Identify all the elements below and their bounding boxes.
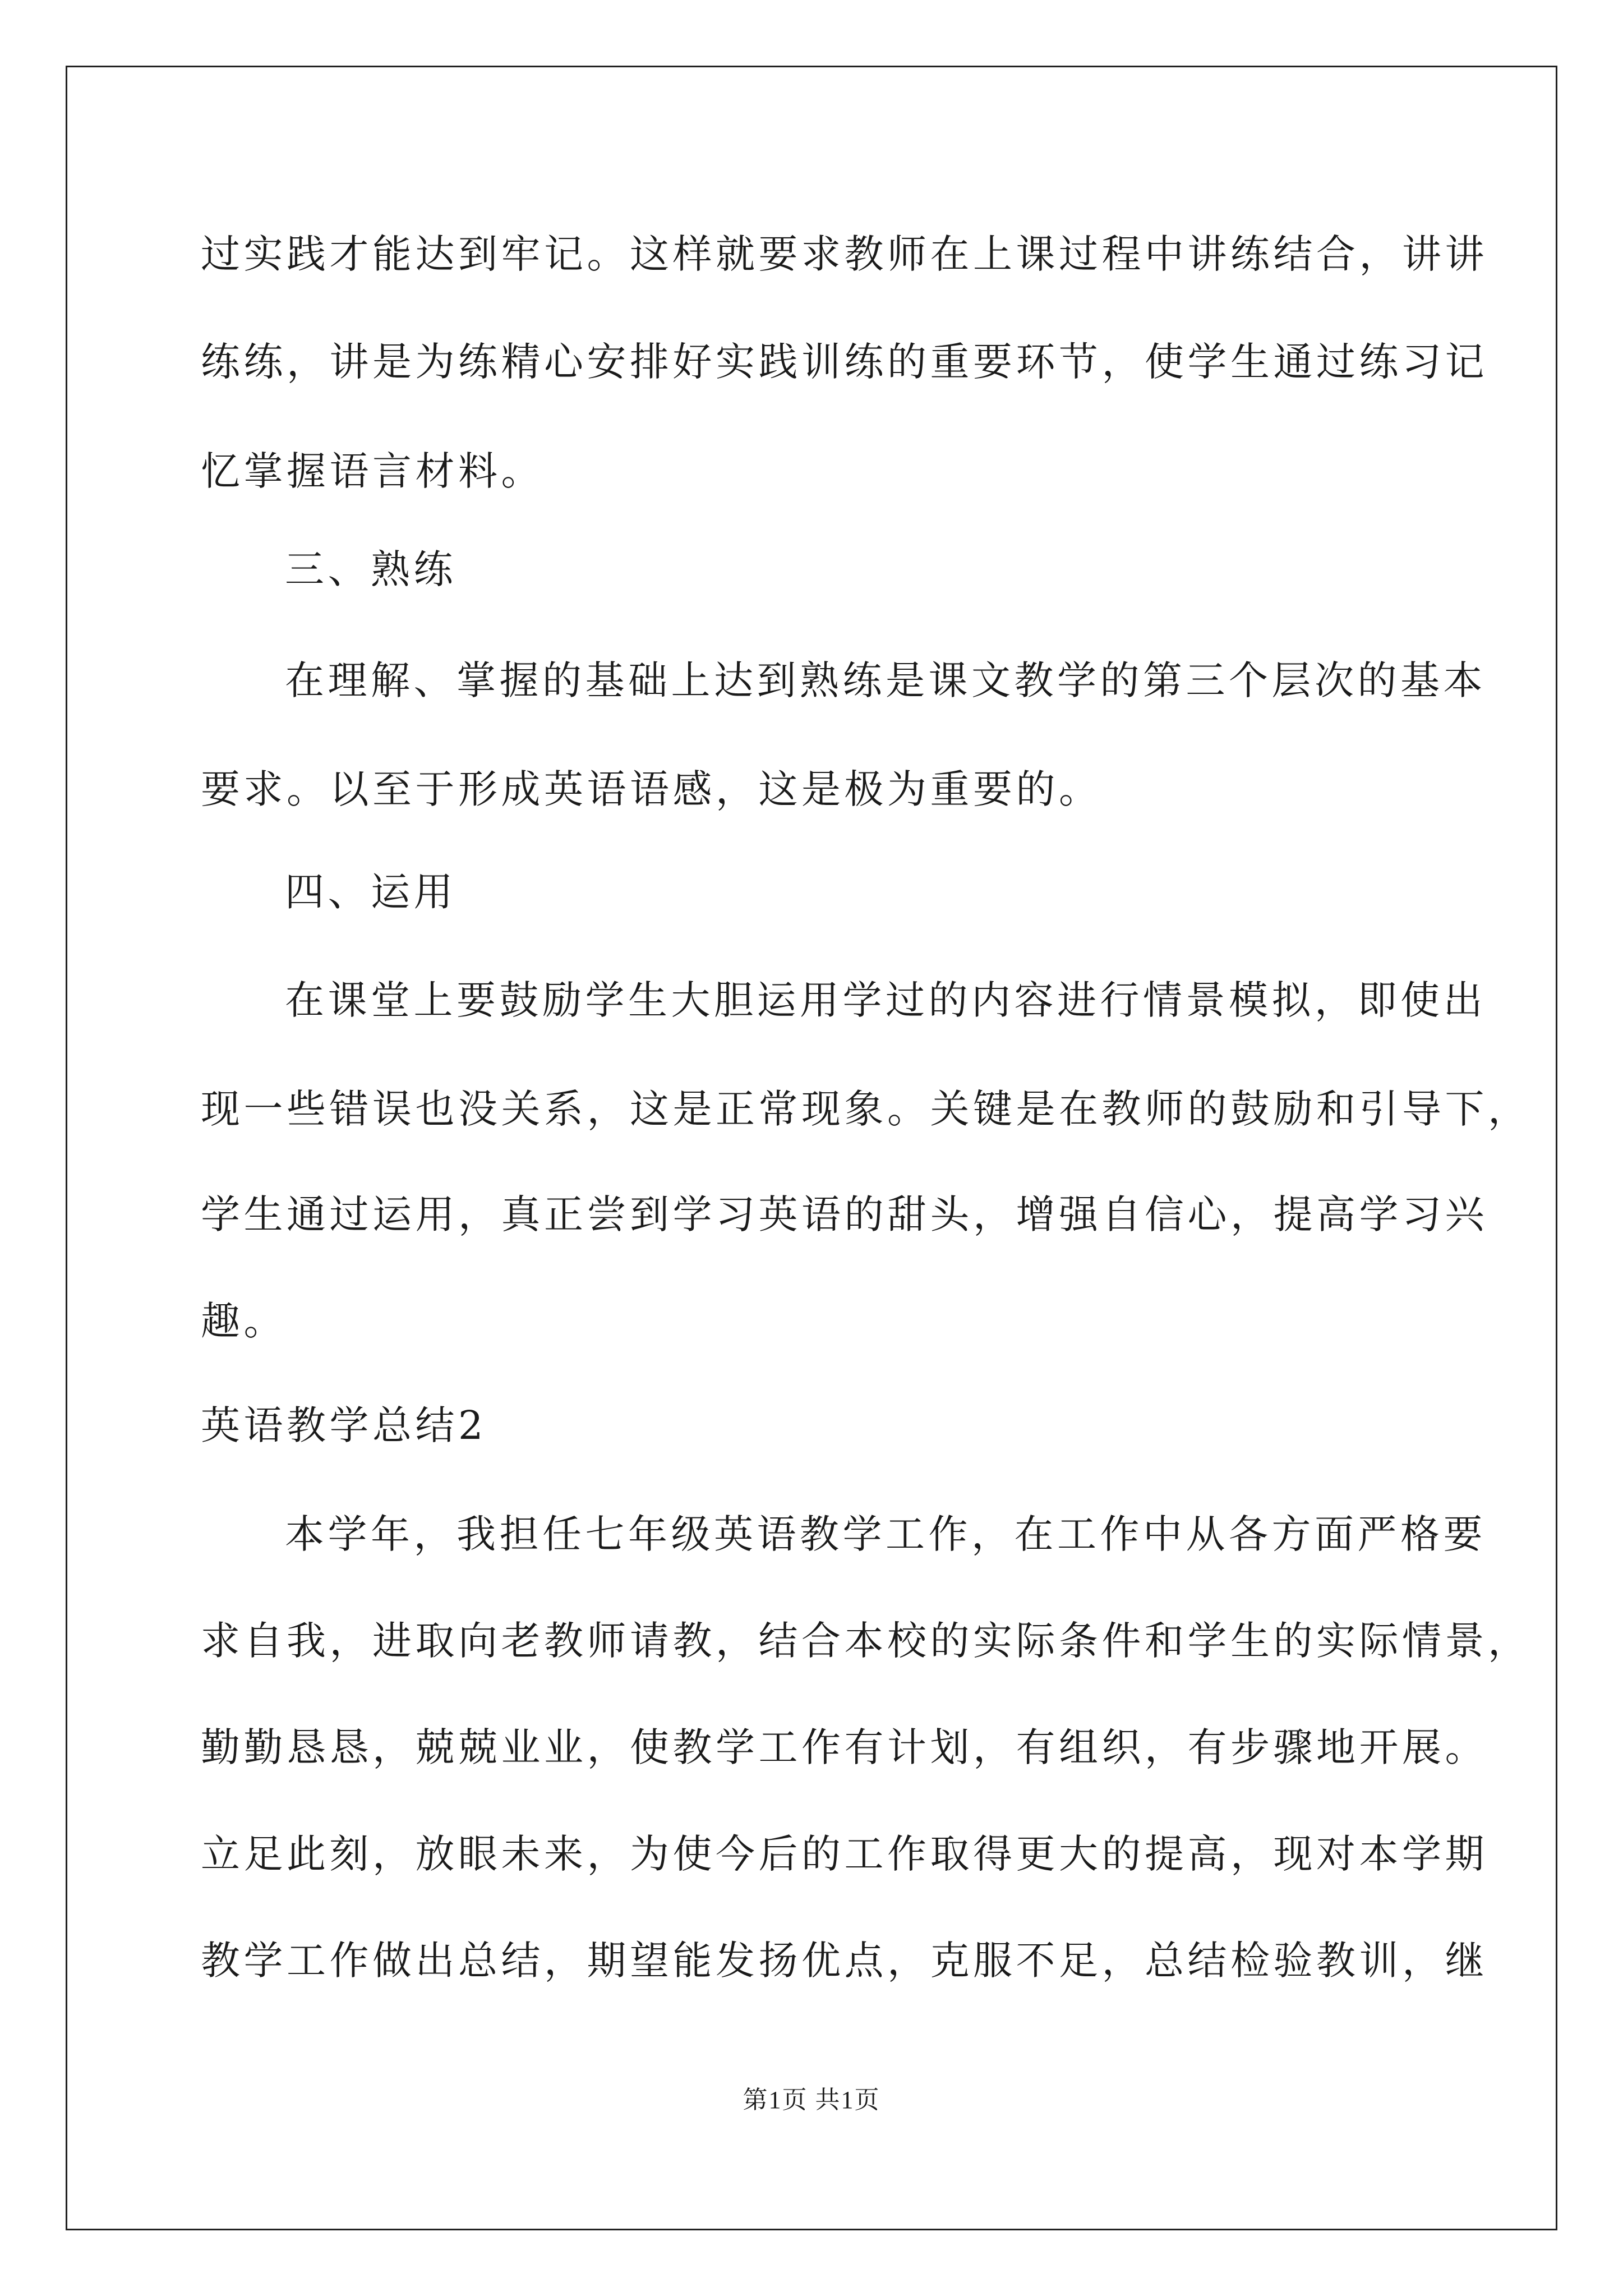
body-line: 教学工作做出总结，期望能发扬优点，克服不足，总结检验教训，继 bbox=[201, 1938, 1488, 1984]
body-line: 学生通过运用，真正尝到学习英语的甜头，增强自信心，提高学习兴 bbox=[201, 1191, 1488, 1237]
body-line: 在课堂上要鼓励学生大胆运用学过的内容进行情景模拟，即使出 bbox=[285, 977, 1486, 1023]
body-line: 要求。以至于形成英语语感，这是极为重要的。 bbox=[201, 766, 1102, 812]
article-title: 英语教学总结2 bbox=[201, 1402, 487, 1448]
body-line: 在理解、掌握的基础上达到熟练是课文教学的第三个层次的基本 bbox=[285, 657, 1486, 703]
section-heading-4: 四、运用 bbox=[285, 869, 457, 915]
section-heading-3: 三、熟练 bbox=[285, 546, 457, 592]
body-line: 勤勤恳恳，兢兢业业，使教学工作有计划，有组织，有步骤地开展。 bbox=[201, 1724, 1488, 1770]
body-line: 求自我，进取向老教师请教，结合本校的实际条件和学生的实际情景， bbox=[201, 1618, 1531, 1664]
body-line: 忆掌握语言材料。 bbox=[201, 448, 544, 494]
body-line: 现一些错误也没关系，这是正常现象。关键是在教师的鼓励和引导下， bbox=[201, 1086, 1531, 1132]
body-line: 趣。 bbox=[201, 1298, 287, 1344]
page-footer: 第1页 共1页 bbox=[743, 2086, 880, 2114]
body-line: 过实践才能达到牢记。这样就要求教师在上课过程中讲练结合，讲讲 bbox=[201, 231, 1488, 277]
body-line: 本学年，我担任七年级英语教学工作，在工作中从各方面严格要 bbox=[285, 1511, 1486, 1557]
body-line: 练练，讲是为练精心安排好实践训练的重要环节，使学生通过练习记 bbox=[201, 339, 1488, 385]
body-line: 立足此刻，放眼未来，为使今后的工作取得更大的提高，现对本学期 bbox=[201, 1831, 1488, 1877]
page-border bbox=[66, 66, 1557, 2230]
